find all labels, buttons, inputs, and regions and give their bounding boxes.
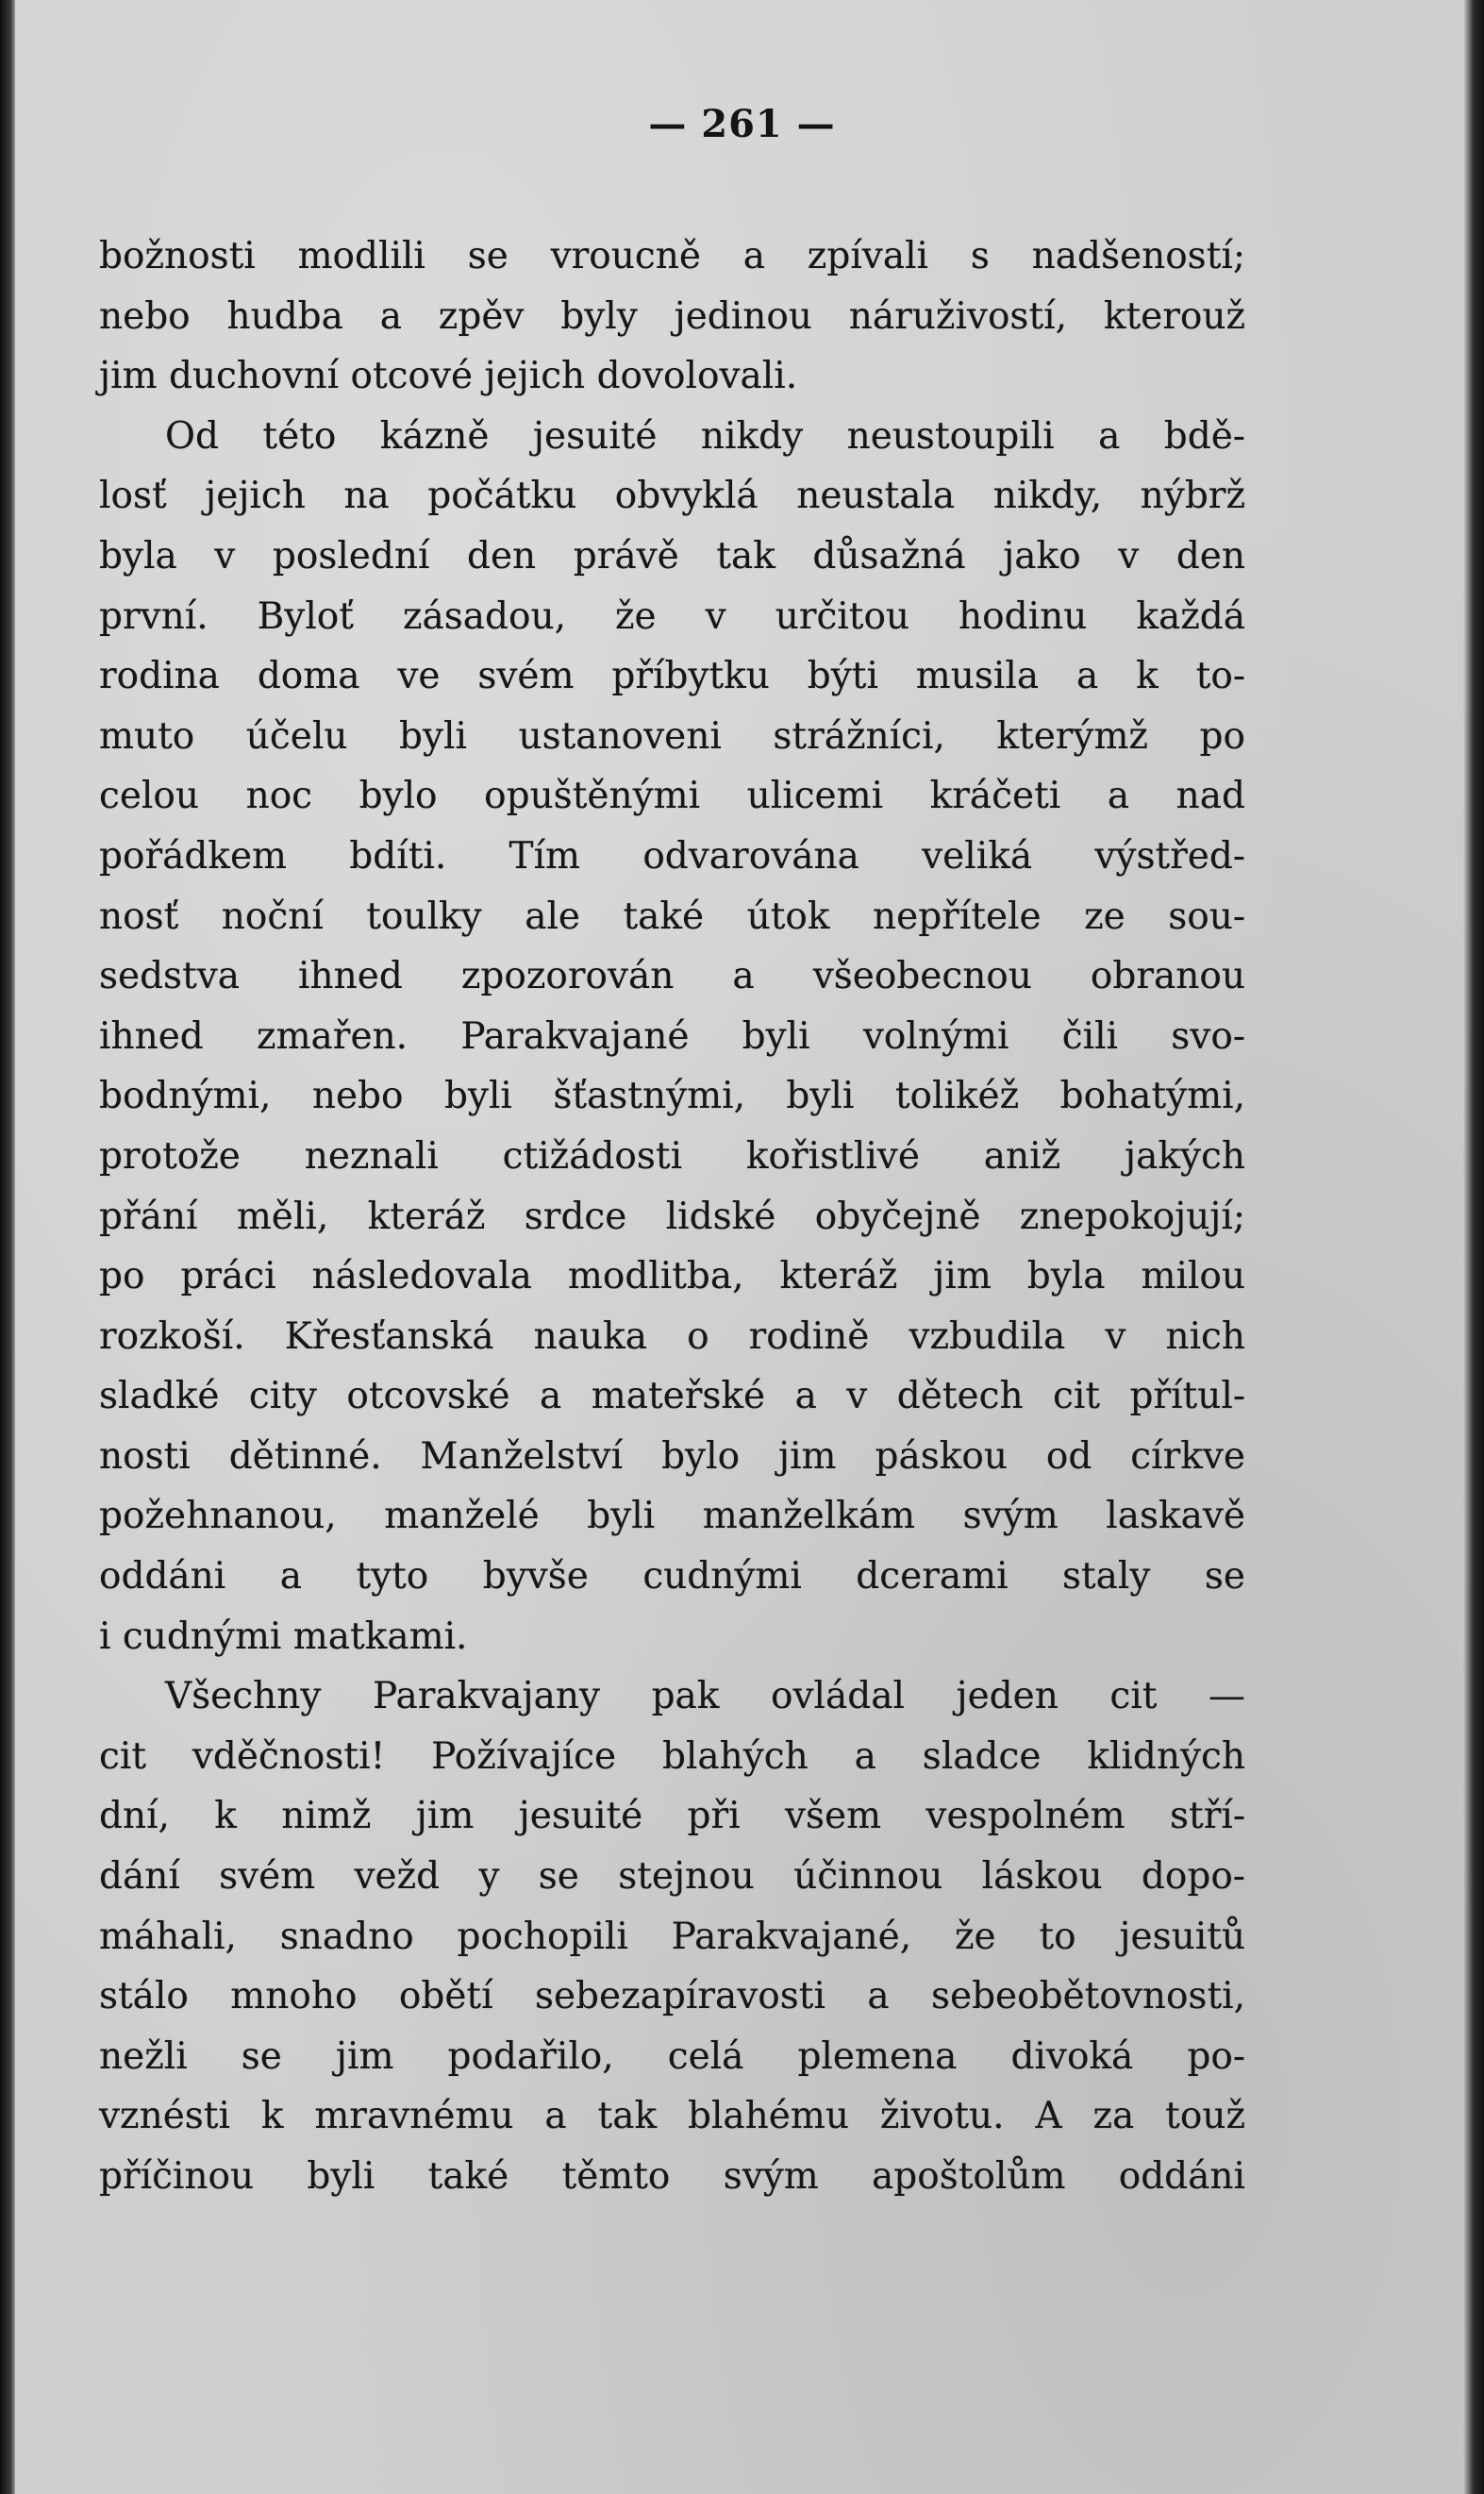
text-line: ihned zmařen. Parakvajané byli volnými čili svo- bbox=[99, 1014, 1245, 1058]
text-line: nežli se jim podařilo, celá plemena divoká po- bbox=[99, 2034, 1245, 2078]
text-line: protože neznali ctižádosti kořistlivé aniž jakých bbox=[99, 1134, 1245, 1178]
text-line: rodina doma ve svém příbytku býti musila a k to- bbox=[99, 655, 1245, 698]
text-line: celou noc bylo opuštěnými ulicemi kráčeti a nad bbox=[99, 775, 1245, 818]
text-line: stálo mnoho obětí sebezapíravosti a sebeobětovnosti, bbox=[99, 1975, 1245, 2018]
text-line: cit vděčnosti! Požívajíce blahých a sladce klidných bbox=[99, 1734, 1245, 1778]
text-line: příčinou byli také těmto svým apoštolům oddáni bbox=[99, 2155, 1245, 2198]
text-line: i cudnými matkami. bbox=[99, 1615, 468, 1658]
binding-edge bbox=[0, 0, 15, 2494]
text-line: Od této kázně jesuité nikdy neustoupili a bdě- bbox=[165, 414, 1245, 458]
page-number: — 261 — bbox=[648, 102, 836, 146]
text-line: oddáni a tyto byvše cudnými dcerami staly se bbox=[99, 1555, 1245, 1599]
text-line: po práci následovala modlitba, kteráž jim byla milou bbox=[99, 1255, 1245, 1298]
text-line: sedstva ihned zpozorován a všeobecnou obranou bbox=[99, 955, 1245, 998]
text-line: božnosti modlili se vroucně a zpívali s nadšeností; bbox=[99, 235, 1245, 277]
text-line: bodnými, nebo byli šťastnými, byli tolikéž bohatými, bbox=[99, 1075, 1245, 1118]
text-line: jim duchovní otcové jejich dovolovali. bbox=[99, 355, 798, 398]
text-line: muto účelu byli ustanoveni strážníci, kterýmž po bbox=[99, 714, 1245, 758]
text-line: první. Byloť zásadou, že v určitou hodinu každá bbox=[99, 594, 1245, 638]
page-edge-shadow bbox=[1463, 0, 1484, 2494]
text-line: dní, k nimž jim jesuité při všem vespolném stří- bbox=[99, 1795, 1245, 1838]
text-line: přání měli, kteráž srdce lidské obyčejně znepokojují; bbox=[99, 1195, 1245, 1238]
text-line: pořádkem bdíti. Tím odvarována veliká výstřed- bbox=[99, 834, 1245, 878]
text-line: losť jejich na počátku obvyklá neustala nikdy, nýbrž bbox=[99, 475, 1245, 518]
text-line: rozkoší. Křesťanská nauka o rodině vzbudila v nich bbox=[99, 1314, 1245, 1358]
body-text bbox=[99, 226, 1245, 2207]
text-line: nosť noční toulky ale také útok nepřítele ze sou- bbox=[99, 895, 1245, 938]
text-line: sladké city otcovské a mateřské a v dětech cit přítul- bbox=[99, 1375, 1245, 1418]
text-line: vznésti k mravnému a tak blahému životu. A za touž bbox=[99, 2095, 1245, 2138]
text-line: máhali, snadno pochopili Parakvajané, že to jesuitů bbox=[99, 1915, 1245, 1958]
text-line: dání svém vežd y se stejnou účinnou láskou dopo- bbox=[99, 1855, 1245, 1899]
text-line: nebo hudba a zpěv byly jedinou náruživostí, kterouž bbox=[99, 294, 1245, 338]
text-line: byla v poslední den právě tak důsažná jako v den bbox=[99, 534, 1245, 577]
text-line: požehnanou, manželé byli manželkám svým laskavě bbox=[99, 1495, 1245, 1538]
text-line: nosti dětinné. Manželství bylo jim páskou od církve bbox=[99, 1434, 1245, 1478]
text-line: Všechny Parakvajany pak ovládal jeden cit — bbox=[165, 1675, 1245, 1718]
